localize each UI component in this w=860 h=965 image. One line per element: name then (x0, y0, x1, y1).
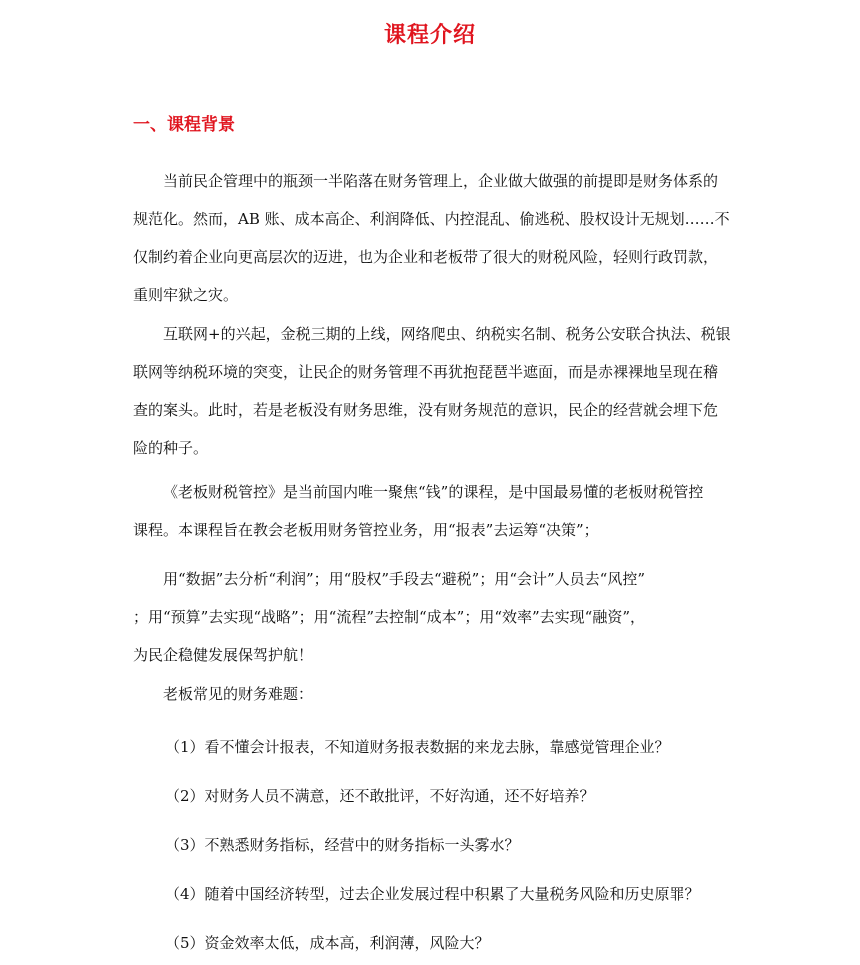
paragraph-common-problems-intro (133, 675, 733, 713)
problem-item-1: （1）看不懂会计报表，不知道财务报表数据的来龙去脉，靠感觉管理企业？ (165, 738, 670, 756)
paragraph-line: 仅制约着企业向更高层次的迈进，也为企业和老板带了很大的财税风险，轻则行政罚款， (133, 248, 719, 266)
paragraph-line: 查的案头。此时，若是老板没有财务思维，没有财务规范的意识，民企的经营就会埋下危 (133, 401, 719, 419)
problem-item-3: （3）不熟悉财务指标，经营中的财务指标一头雾水？ (165, 836, 520, 854)
paragraph-line: 险的种子。 (133, 439, 209, 457)
problem-item-4: （4）随着中国经济转型，过去企业发展过程中积累了大量税务风险和历史原罪？ (165, 885, 700, 903)
paragraph-background-2 (133, 315, 733, 467)
paragraph-line: ；用“预算”去实现“战略”；用“流程”去控制“成本”；用“效率”去实现“融资”， (133, 608, 646, 626)
paragraph-line: 为民企稳健发展保驾护航！ (133, 646, 314, 664)
problem-item-2: （2）对财务人员不满意，还不敢批评，不好沟通，还不好培养？ (165, 787, 595, 805)
paragraph-course-goals (133, 560, 733, 674)
paragraph-line: 互联网+的兴起，金税三期的上线，网络爬虫、纳税实名制、税务公安联合执法、税银 (163, 325, 731, 343)
paragraph-line: 用“数据”去分析“利润”；用“股权”手段去“避税”；用“会计”人员去“风控” (163, 570, 646, 588)
paragraph-line: 规范化。然而，AB 账、成本高企、利润降低、内控混乱、偷逃税、股权设计无规划……不 (133, 210, 730, 228)
section-heading-course-background: 一、课程背景 (133, 115, 235, 135)
paragraph-line: 当前民企管理中的瓶颈一半陷落在财务管理上，企业做大做强的前提即是财务体系的 (163, 172, 719, 190)
paragraph-line: 《老板财税管控》是当前国内唯一聚焦“钱”的课程，是中国最易懂的老板财税管控 (163, 483, 704, 501)
paragraph-background-1 (133, 162, 733, 314)
paragraph-course-intro (133, 473, 733, 549)
paragraph-line: 课程。本课程旨在教会老板用财务管控业务，用“报表”去运筹“决策”； (133, 521, 599, 539)
paragraph-line: 重则牢狱之灾。 (133, 286, 239, 304)
paragraph-line: 老板常见的财务难题： (163, 685, 314, 703)
document-title: 课程介绍 (383, 23, 476, 48)
paragraph-line: 联网等纳税环境的突变，让民企的财务管理不再犹抱琵琶半遮面，而是赤裸裸地呈现在稽 (133, 363, 719, 381)
problem-item-5: （5）资金效率太低，成本高，利润薄，风险大？ (165, 934, 490, 952)
